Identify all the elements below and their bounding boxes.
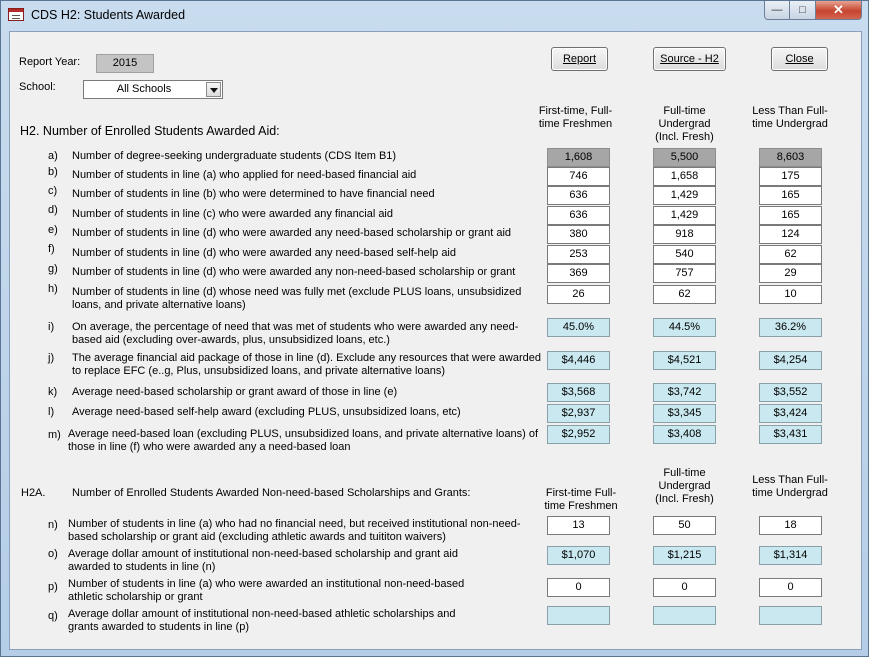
value-freshmen[interactable]: 0 [547, 578, 610, 597]
source-button-label: Source - H2 [660, 53, 719, 65]
value-lessthan [759, 606, 822, 625]
row-label: Number of students in line (d) whose need was fully met (exclude PLUS loans, unsubsidized loans, and private alternative loans) [72, 286, 522, 311]
h2-section-title: H2. Number of Enrolled Students Awarded Aid: [20, 124, 280, 138]
value-lessthan: 8,603 [759, 148, 822, 167]
value-fulltime[interactable]: 0 [653, 578, 716, 597]
value-fulltime: 5,500 [653, 148, 716, 167]
value-freshmen [547, 606, 610, 625]
h2a-col-header-fulltime: Full-time Undergrad (Incl. Fresh) [655, 467, 714, 505]
row-label: The average financial aid package of those in line (d). Exclude any resources that were awarded to replace EFC (e..g, Plus, unsubsidized loans, and private alternative loans) [72, 352, 541, 377]
minimize-icon: — [771, 4, 783, 16]
value-fulltime: $4,521 [653, 351, 716, 370]
source-h2-button[interactable] [653, 47, 726, 71]
row-key: b) [48, 166, 58, 178]
report-year-label: Report Year: [19, 56, 81, 68]
value-fulltime[interactable]: 1,429 [653, 206, 716, 225]
value-lessthan: $3,552 [759, 383, 822, 402]
value-lessthan[interactable]: 124 [759, 225, 822, 244]
row-label: Average need-based scholarship or grant award of those in line (e) [72, 386, 398, 398]
value-freshmen: $3,568 [547, 383, 610, 402]
value-lessthan[interactable]: 175 [759, 167, 822, 186]
value-lessthan[interactable]: 18 [759, 516, 822, 535]
value-freshmen: 45.0% [547, 318, 610, 337]
h2a-col-header-lessthan: Less Than Full-time Undergrad [752, 474, 828, 499]
value-freshmen[interactable]: 380 [547, 225, 610, 244]
h2a-code: H2A. [21, 487, 46, 499]
title-bar[interactable] [1, 1, 868, 31]
row-label: Average dollar amount of institutional non-need-based athletic scholarships and grants awarded to students in line (p) [68, 608, 456, 633]
value-freshmen[interactable]: 369 [547, 264, 610, 283]
row-label: Number of degree-seeking undergraduate students (CDS Item B1) [72, 150, 397, 162]
row-label: Number of students in line (a) who applied for need-based financial aid [72, 169, 417, 181]
row-key: i) [48, 321, 55, 333]
value-freshmen[interactable]: 26 [547, 285, 610, 304]
value-lessthan[interactable]: 10 [759, 285, 822, 304]
value-fulltime: $1,215 [653, 546, 716, 565]
value-freshmen[interactable]: 636 [547, 206, 610, 225]
value-fulltime[interactable]: 50 [653, 516, 716, 535]
maximize-button[interactable] [790, 1, 816, 20]
value-fulltime: 44.5% [653, 318, 716, 337]
row-label: Average need-based self-help award (excluding PLUS, unsubsidized loans, etc) [72, 406, 461, 418]
value-fulltime: $3,742 [653, 383, 716, 402]
value-fulltime: $3,408 [653, 425, 716, 444]
row-label: Number of students in line (d) who were awarded any need-based self-help aid [72, 247, 456, 259]
close-window-button[interactable] [816, 1, 862, 20]
row-key: d) [48, 204, 58, 216]
value-lessthan: $3,431 [759, 425, 822, 444]
school-select[interactable] [83, 80, 223, 99]
value-freshmen[interactable]: 253 [547, 245, 610, 264]
value-freshmen: 1,608 [547, 148, 610, 167]
school-select-value: All Schools [116, 83, 172, 95]
row-key: f) [48, 243, 55, 255]
h2a-section-title: Number of Enrolled Students Awarded Non-need-based Scholarships and Grants: [72, 487, 471, 499]
h2a-col-header-freshmen: First-time Full-time Freshmen [544, 487, 618, 512]
h2-col-header-fulltime: Full-time Undergrad (Incl. Fresh) [655, 105, 714, 143]
value-lessthan[interactable]: 29 [759, 264, 822, 283]
value-freshmen: $1,070 [547, 546, 610, 565]
value-lessthan[interactable]: 62 [759, 245, 822, 264]
value-lessthan: $3,424 [759, 404, 822, 423]
row-key: j) [48, 352, 55, 364]
report-year-field[interactable]: 2015 [96, 54, 154, 73]
row-label: Number of students in line (a) who had no financial need, but received institutional non-need-based scholarship or grant aid (excluding athletic awards and tuititon waivers) [68, 518, 521, 543]
row-label: Number of students in line (a) who were awarded an institutional non-need-based athletic scholarship or grant [68, 578, 465, 603]
row-key: h) [48, 283, 58, 295]
row-label: Number of students in line (b) who were determined to have financial need [72, 188, 435, 200]
value-lessthan: $4,254 [759, 351, 822, 370]
row-label: On average, the percentage of need that was met of students who were awarded any need-based aid (excluding over-awards, plus, unsubsidized loans, etc.) [72, 321, 519, 346]
school-label: School: [19, 81, 56, 93]
value-freshmen[interactable]: 746 [547, 167, 610, 186]
value-fulltime[interactable]: 1,429 [653, 186, 716, 205]
row-label: Number of students in line (d) who were awarded any need-based scholarship or grant aid [72, 227, 512, 239]
row-key: m) [48, 429, 61, 441]
value-fulltime[interactable]: 540 [653, 245, 716, 264]
row-label: Number of students in line (d) who were awarded any non-need-based scholarship or grant [72, 266, 516, 278]
row-key: g) [48, 263, 58, 275]
row-key: p) [48, 581, 58, 593]
value-freshmen: $2,937 [547, 404, 610, 423]
chevron-down-icon[interactable] [206, 82, 221, 97]
value-fulltime: $3,345 [653, 404, 716, 423]
h2-col-header-lessthan: Less Than Full-time Undergrad [752, 105, 828, 130]
row-key: a) [48, 150, 58, 162]
value-lessthan: $1,314 [759, 546, 822, 565]
row-label: Number of students in line (c) who were awarded any financial aid [72, 208, 393, 220]
close-button-label: Close [785, 53, 814, 65]
value-lessthan[interactable]: 165 [759, 186, 822, 205]
report-button[interactable] [551, 47, 608, 71]
window-controls [764, 1, 862, 20]
row-key: k) [48, 386, 58, 398]
row-key: n) [48, 519, 58, 531]
row-key: c) [48, 185, 58, 197]
row-label: Average need-based loan (excluding PLUS, unsubsidized loans, and private alternative loans) of those in line (f) who were awarded any a need-based loan [68, 428, 539, 453]
value-freshmen: $4,446 [547, 351, 610, 370]
form-icon [8, 8, 24, 21]
close-icon: ✕ [833, 2, 844, 17]
row-key: o) [48, 548, 58, 560]
value-fulltime[interactable]: 757 [653, 264, 716, 283]
value-fulltime [653, 606, 716, 625]
value-freshmen[interactable]: 636 [547, 186, 610, 205]
h2-col-header-freshmen: First-time, Full-time Freshmen [538, 105, 613, 130]
value-freshmen: $2,952 [547, 425, 610, 444]
value-lessthan[interactable]: 0 [759, 578, 822, 597]
row-key: e) [48, 224, 58, 236]
row-label: Average dollar amount of institutional non-need-based scholarship and grant aid awarded to students in line (n) [68, 548, 458, 573]
value-fulltime[interactable]: 62 [653, 285, 716, 304]
row-key: l) [48, 406, 55, 418]
report-button-label: Report [562, 53, 597, 65]
value-fulltime[interactable]: 918 [653, 225, 716, 244]
maximize-icon: □ [799, 4, 806, 16]
form-body [9, 31, 862, 650]
close-button[interactable] [771, 47, 828, 71]
window-title: CDS H2: Students Awarded [31, 8, 186, 22]
value-lessthan[interactable]: 165 [759, 206, 822, 225]
value-lessthan: 36.2% [759, 318, 822, 337]
minimize-button[interactable] [764, 1, 790, 20]
value-freshmen[interactable]: 13 [547, 516, 610, 535]
row-key: q) [48, 610, 58, 622]
value-fulltime[interactable]: 1,658 [653, 167, 716, 186]
